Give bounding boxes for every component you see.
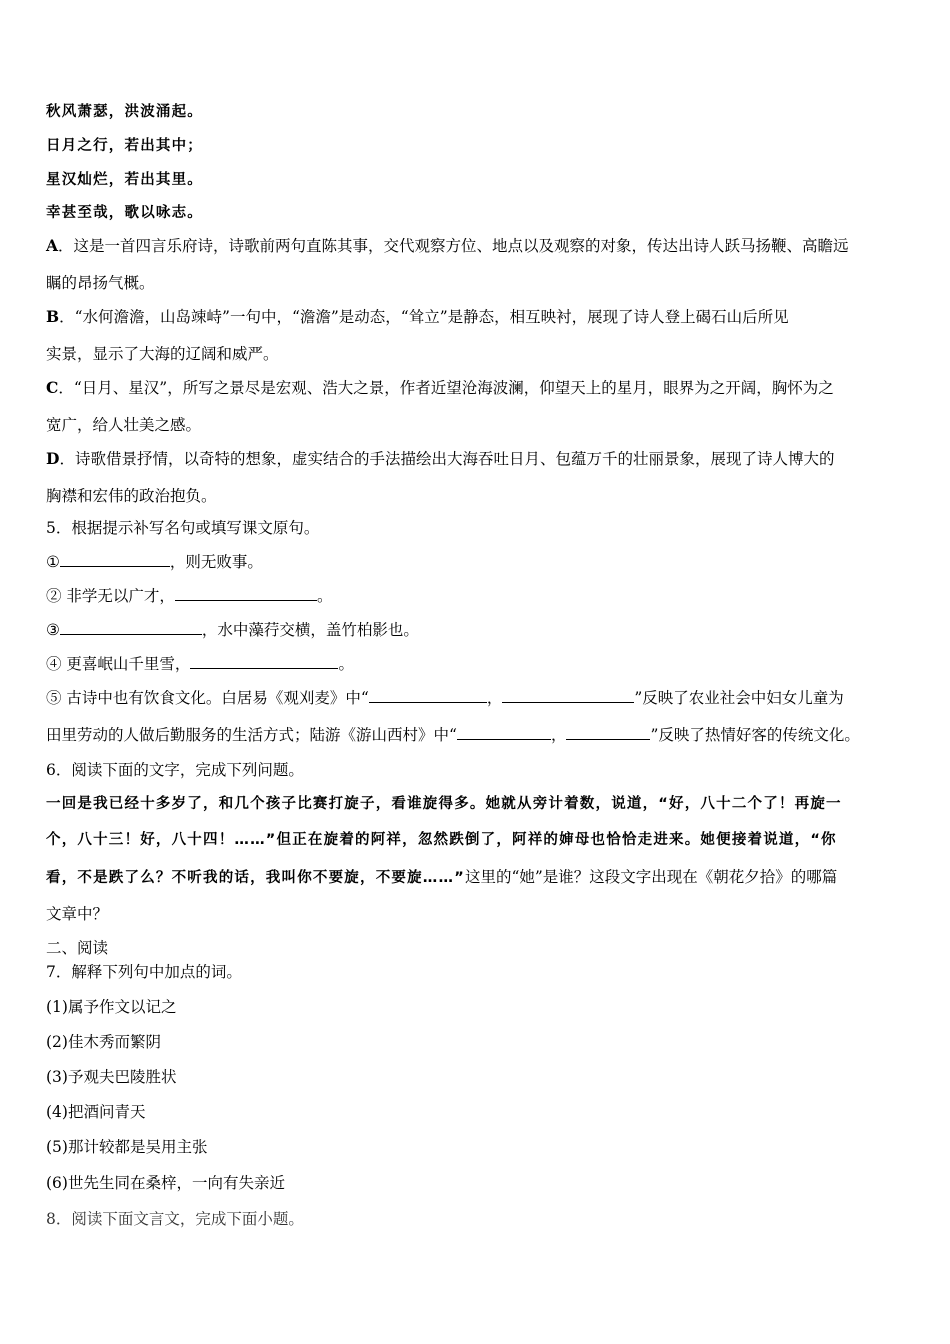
option-b	[46, 307, 789, 327]
question-8-stem: 8．阅读下面文言文，完成下面小题。	[46, 1210, 304, 1228]
option-text: ．诗歌借景抒情，以奇特的想象，虚实结合的手法描绘出大海吞吐日月、包蕴万千的壮丽景象，展现了诗人博大的	[59, 450, 835, 468]
q5-item-4	[46, 654, 354, 674]
item-marker: ①	[46, 553, 60, 571]
question-7-stem: 7．解释下列句中加点的词。	[46, 963, 242, 981]
item-text: ，水中藻荇交横，盖竹柏影也。	[201, 621, 419, 639]
question-text: 这里的“她”是谁？这段文字出现在《朝花夕拾》的哪篇	[464, 868, 838, 886]
item-marker: ③	[46, 621, 60, 639]
option-label: D	[46, 449, 60, 468]
option-c	[46, 378, 834, 398]
passage-quote: 看，不是跌了么？不听我的话，我叫你不要旋，不要旋……”	[46, 870, 465, 886]
option-text: ．“日月、星汉”，所写之景尽是宏观、浩大之景，作者近望沧海波澜，仰望天上的星月，眼界为之开阔，胸怀为之	[58, 379, 834, 397]
option-text: ．“水何澹澹，山岛竦峙”一句中，“澹澹”是动态，“耸立”是静态，相互映衬，展现了诗人登上碣石山后所见	[59, 308, 789, 326]
option-b-cont: 实景，显示了大海的辽阔和威严。	[46, 345, 279, 363]
item-text: ④ 更喜岷山千里雪，	[46, 655, 191, 673]
q5-item-1	[46, 552, 263, 572]
option-c-cont: 宽广，给人壮美之感。	[46, 416, 202, 434]
q7-item: (5)那计较都是吴用主张	[46, 1138, 208, 1156]
answer-blank[interactable]	[190, 654, 338, 669]
answer-blank[interactable]	[60, 552, 170, 567]
poem-line: 秋风萧瑟，洪波涌起。	[46, 104, 203, 120]
q7-item: (4)把酒问青天	[46, 1103, 146, 1121]
item-text: ⑤ 古诗中也有饮食文化。白居易《观刈麦》中“	[46, 689, 369, 707]
item-text: ”反映了农业社会中妇女儿童为	[634, 689, 844, 707]
q5-item-2	[46, 586, 332, 606]
poem-line: 星汉灿烂，若出其里。	[46, 172, 203, 188]
item-text: ”反映了热情好客的传统文化。	[650, 726, 860, 744]
q7-item: (6)世先生同在桑梓，一向有失亲近	[46, 1174, 285, 1192]
q7-item: (1)属予作文以记之	[46, 998, 177, 1016]
section-heading: 二、阅读	[46, 939, 109, 957]
passage-line	[46, 867, 837, 888]
passage-line: 一回是我已经十多岁了，和几个孩子比赛打旋子，看谁旋得多。她就从旁计着数，说道，“好，八十二个了！再旋一	[46, 796, 842, 812]
item-text: 。	[338, 655, 354, 673]
option-a	[46, 236, 849, 256]
option-text: ．这是一首四言乐府诗，诗歌前两句直陈其事，交代观察方位、地点以及观察的对象，传达出诗人跃马扬鞭、高瞻远	[58, 237, 849, 255]
item-text: ，	[486, 689, 503, 707]
option-d-cont: 胸襟和宏伟的政治抱负。	[46, 487, 217, 505]
item-text: ② 非学无以广才，	[46, 587, 175, 605]
item-text: ，则无败事。	[169, 553, 263, 571]
item-text: 田里劳动的人做后勤服务的生活方式；陆游《游山西村》中“	[46, 726, 457, 744]
option-label: C	[46, 378, 59, 397]
passage-line: 个，八十三！好，八十四！……”但正在旋着的阿祥，忽然跌倒了，阿祥的婶母也恰恰走进来。她便接着说道，“你	[46, 832, 837, 848]
item-text: 。	[316, 587, 333, 605]
answer-blank[interactable]	[502, 688, 634, 703]
poem-line: 幸甚至哉，歌以咏志。	[46, 205, 203, 221]
answer-blank[interactable]	[60, 620, 202, 635]
q5-item-3	[46, 620, 419, 640]
item-text: ，	[550, 726, 567, 744]
question-6-stem: 6．阅读下面的文字，完成下列问题。	[46, 761, 304, 779]
answer-blank[interactable]	[457, 725, 551, 740]
answer-blank[interactable]	[566, 725, 650, 740]
q7-item: (3)予观夫巴陵胜状	[46, 1068, 177, 1086]
answer-blank[interactable]	[175, 586, 317, 601]
question-5-stem: 5．根据提示补写名句或填写课文原句。	[46, 519, 320, 537]
poem-line: 日月之行，若出其中；	[46, 138, 203, 154]
q5-item-5-cont	[46, 725, 860, 745]
option-label: B	[46, 307, 60, 326]
answer-blank[interactable]	[369, 688, 487, 703]
option-label: A	[46, 236, 59, 255]
q5-item-5	[46, 688, 844, 708]
option-a-cont: 瞩的昂扬气概。	[46, 274, 155, 292]
question-text: 文章中？	[46, 905, 109, 923]
option-d	[46, 449, 834, 469]
q7-item: (2)佳木秀而繁阴	[46, 1033, 161, 1051]
